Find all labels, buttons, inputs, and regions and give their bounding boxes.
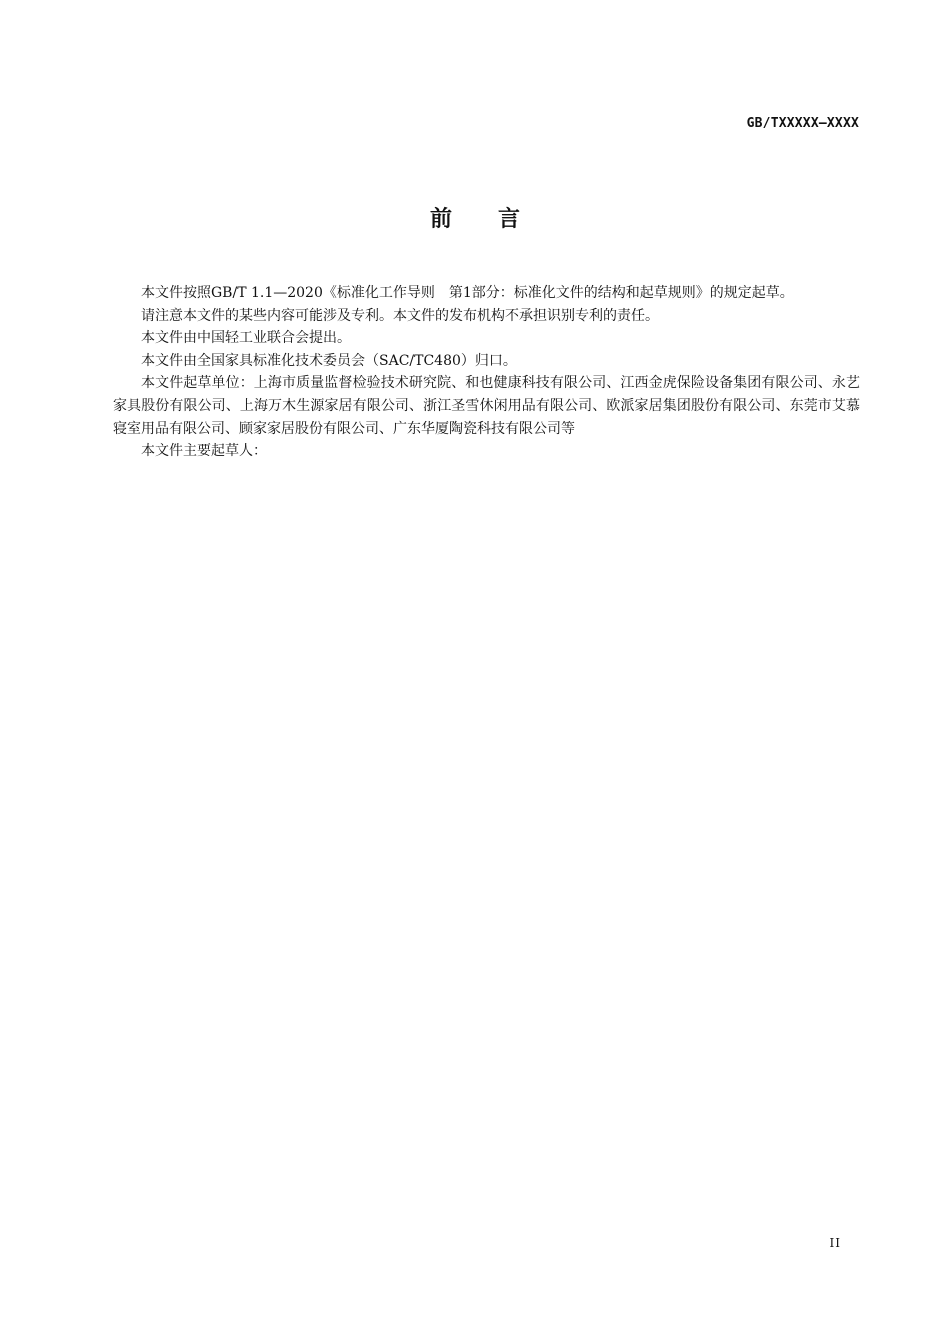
page-title [0,202,950,233]
document-code: GB/TXXXXX—XXXX [746,116,859,131]
foreword-body [113,282,860,463]
page-number: II [829,1236,841,1250]
paragraph-patent-notice: 请注意本文件的某些内容可能涉及专利。本文件的发布机构不承担识别专利的责任。 [141,307,659,324]
paragraph-committee: 本文件由全国家具标准化技术委员会（SAC/TC480）归口。 [141,352,517,369]
title-char-1: 前 [429,207,452,232]
title-char-2: 言 [498,207,521,232]
paragraph-drafting-rules: 本文件按照GB/T 1.1—2020《标准化工作导则 第1部分：标准化文件的结构和起草规则》的规定起草。 [141,285,794,301]
paragraph-drafting-units: 本文件起草单位：上海市质量监督检验技术研究院、和也健康科技有限公司、江西金虎保险设备集团有限公司、永艺家具股份有限公司、上海万木生源家居有限公司、浙江圣雪休闲用品有限公司、欧派家居集团股份有限公司、东莞市艾慕寝室用品有限公司、顾家家居股份有限公司、广东华厦陶瓷科技有限公司等 [113,375,860,437]
paragraph-main-drafters: 本文件主要起草人： [141,443,267,460]
paragraph-proposer: 本文件由中国轻工业联合会提出。 [141,330,351,347]
